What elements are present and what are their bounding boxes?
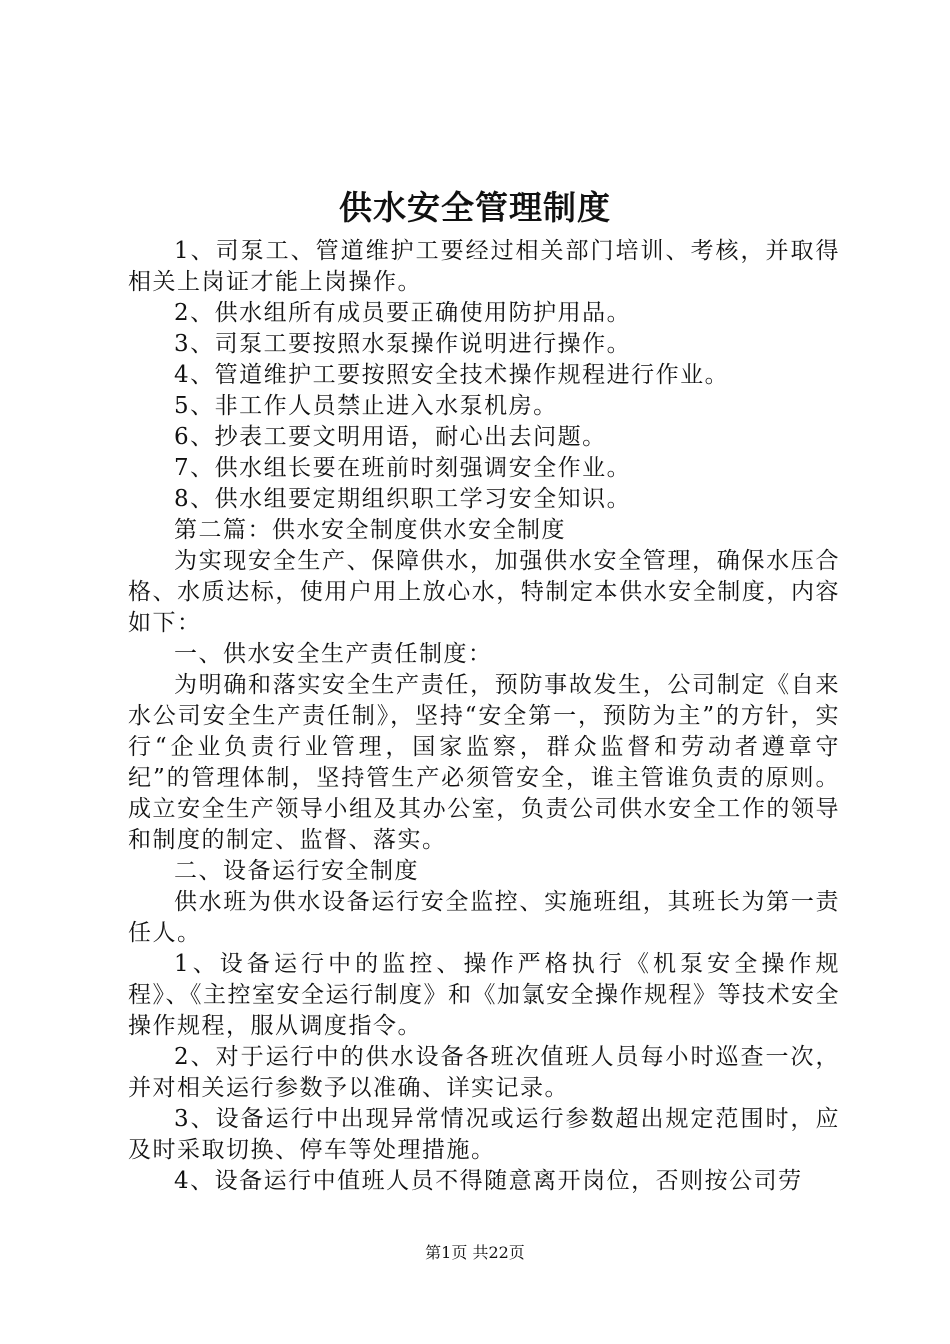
section-heading: 第二篇：供水安全制度供水安全制度: [174, 517, 566, 543]
document-title: 供水安全管理制度: [339, 188, 611, 227]
paragraph: 5、非工作人员禁止进入水泵机房。: [174, 393, 558, 419]
paragraph: 4、管道维护工要按照安全技术操作规程进行作业。: [174, 362, 730, 388]
paragraph: 为实现安全生产、保障供水，加强供水安全管理，确保水压合格、水质达标，使用户用上放心水，特制定本供水安全制度，内容如下：: [128, 548, 840, 636]
paragraph: 7、供水组长要在班前时刻强调安全作业。: [174, 455, 632, 481]
paragraph: 8、供水组要定期组织职工学习安全知识。: [174, 486, 632, 512]
paragraph: 3、设备运行中出现异常情况或运行参数超出规定范围时，应及时采取切换、停车等处理措施。: [128, 1106, 840, 1163]
paragraph: 2、对于运行中的供水设备各班次值班人员每小时巡查一次，并对相关运行参数予以准确、详实记录。: [128, 1044, 840, 1101]
paragraph: 6、抄表工要文明用语，耐心出去问题。: [174, 424, 607, 450]
paragraph: 为明确和落实安全生产责任，预防事故发生，公司制定《自来水公司安全生产责任制》，坚持“安全第一，预防为主”的方针，实行“企业负责行业管理，国家监察，群众监督和劳动者遵章守纪”的管理体制，坚持管生产必须管安全，谁主管谁负责的原则。成立安全生产领导小组及其办公室，负责公司供水安全工作的领导和制度的制定、监督、落实。: [128, 672, 840, 853]
document-body: [128, 236, 840, 1197]
paragraph: 4、设备运行中值班人员不得随意离开岗位，否则按公司劳: [174, 1168, 803, 1194]
paragraph: 2、供水组所有成员要正确使用防护用品。: [174, 300, 632, 326]
section-heading: 一、供水安全生产责任制度：: [174, 641, 493, 667]
paragraph: 供水班为供水设备运行安全监控、实施班组，其班长为第一责任人。: [128, 889, 840, 946]
page-footer: 第1页 共22页: [425, 1243, 525, 1262]
section-heading: 二、设备运行安全制度: [174, 858, 419, 884]
paragraph: 1、设备运行中的监控、操作严格执行《机泵安全操作规程》、《主控室安全运行制度》和《加氯安全操作规程》等技术安全操作规程，服从调度指令。: [128, 951, 840, 1039]
paragraph: 3、司泵工要按照水泵操作说明进行操作。: [174, 331, 632, 357]
paragraph: 1、司泵工、管道维护工要经过相关部门培训、考核，并取得相关上岗证才能上岗操作。: [128, 238, 840, 295]
